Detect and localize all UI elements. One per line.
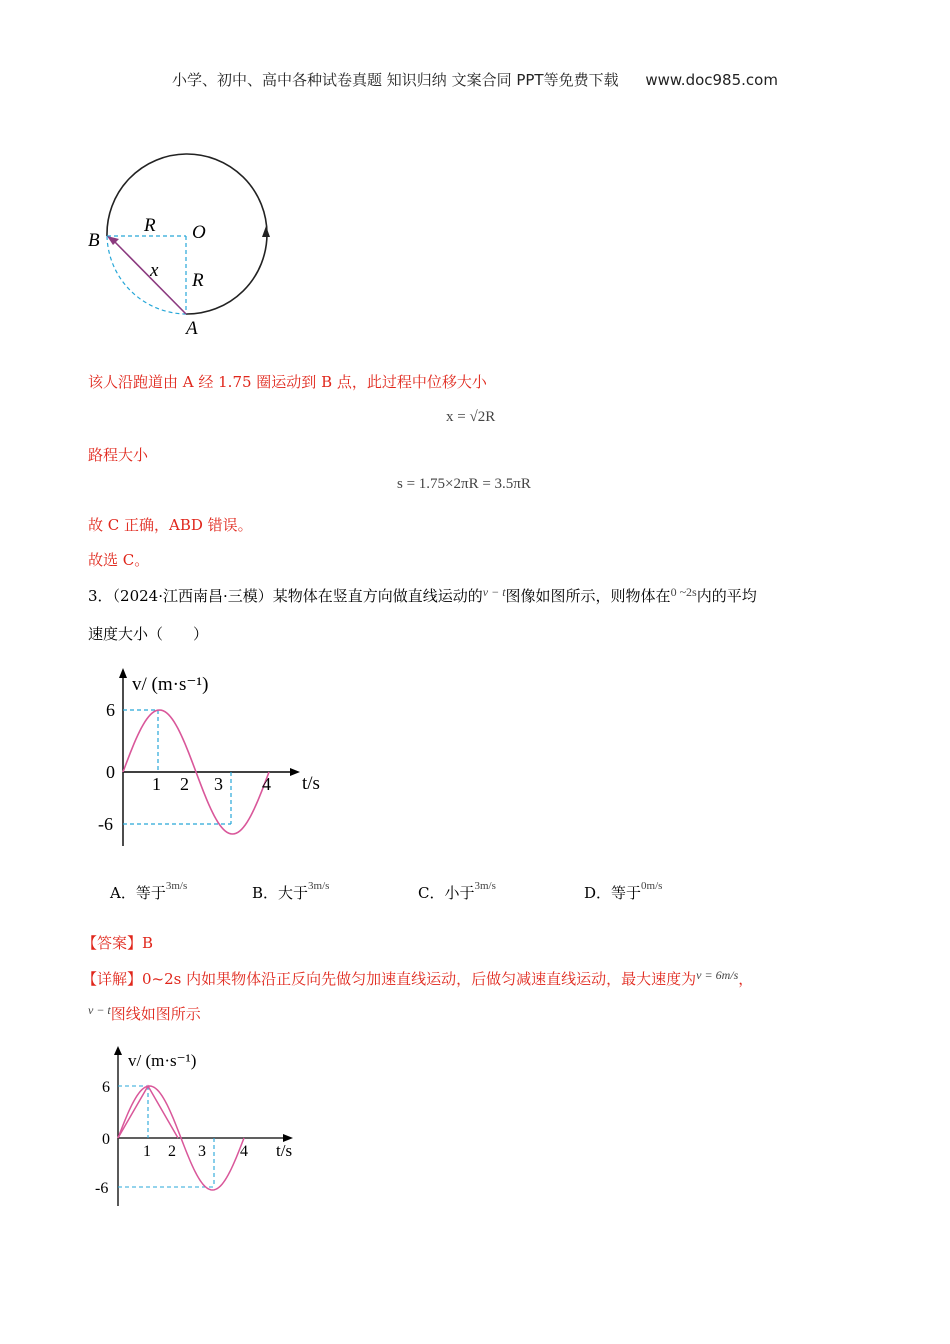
equation-distance: s = 1.75×2πR = 3.5πR — [397, 476, 531, 492]
detail-line2-text: 图线如图所示 — [110, 1005, 201, 1023]
question-text-b: 图像如图所示，则物体在 — [505, 587, 671, 605]
label-R-side: R — [192, 270, 204, 291]
graph2-xtick-4: 4 — [240, 1143, 248, 1160]
option-d-label: D．等于 — [584, 884, 642, 902]
time-range: 0 ~2s — [670, 585, 697, 599]
solution-line-1: 该人沿跑道由 A 经 1.75 圈运动到 B 点，此过程中位移大小 — [88, 373, 487, 391]
option-c-label: C．小于 — [418, 884, 475, 902]
question-3-line2: 速度大小（ ） — [88, 625, 209, 643]
label-R-top: R — [144, 215, 156, 236]
answer-tag: 【答案】 — [82, 934, 143, 952]
option-b[interactable] — [252, 882, 329, 903]
option-b-value: 3m/s — [308, 880, 330, 892]
equation-displacement: x = √2R — [446, 409, 496, 425]
option-a[interactable] — [110, 882, 187, 903]
label-A: A — [186, 318, 198, 339]
option-c-value: 3m/s — [474, 880, 496, 892]
detail-vmax: v = 6m/s — [696, 968, 739, 982]
graph2-ytick-neg6: -6 — [95, 1180, 109, 1197]
label-O: O — [192, 222, 206, 243]
graph1-xtick-2: 2 — [180, 774, 189, 794]
graph1-xlabel: t/s — [302, 773, 320, 794]
question-text-a: 某物体在竖直方向做直线运动的 — [272, 587, 483, 605]
option-b-label: B．大于 — [252, 884, 309, 902]
question-text-c: 内的平均 — [696, 587, 757, 605]
detail-comma: ， — [738, 970, 754, 988]
graph1-xtick-3: 3 — [214, 774, 223, 794]
solution-line-3: 故 C 正确，ABD 错误。 — [88, 516, 253, 534]
detail-line-1 — [82, 968, 753, 989]
detail-vt: v − t — [88, 1003, 111, 1017]
answer-value: B — [142, 934, 154, 952]
graph2-xtick-2: 2 — [168, 1143, 176, 1160]
graph2-xtick-3: 3 — [198, 1143, 206, 1160]
option-d-value: 0m/s — [641, 880, 663, 892]
option-a-label: A．等于 — [110, 884, 166, 902]
option-a-value: 3m/s — [165, 880, 188, 892]
question-3-stem — [88, 585, 757, 606]
graph1-xtick-4: 4 — [262, 774, 271, 794]
page-header — [0, 69, 950, 90]
question-source: （2024·江西南昌·三模） — [112, 587, 273, 605]
detail-text: 0~2s 内如果物体沿正反向先做匀加速直线运动，后做匀减速直线运动，最大速度为 — [142, 970, 697, 988]
circle-track-figure — [80, 148, 280, 343]
detail-line-2 — [88, 1003, 201, 1024]
solution-line-2: 路程大小 — [88, 446, 149, 464]
graph2-ylabel: v/ (m·s⁻¹) — [128, 1051, 197, 1070]
option-d[interactable] — [584, 882, 662, 903]
vt-symbol: v − t — [482, 585, 506, 599]
label-B: B — [88, 230, 100, 251]
graph1-ytick-6: 6 — [106, 700, 115, 720]
header-text: 小学、初中、高中各种试卷真题 知识归纳 文案合同 PPT等免费下载 — [172, 71, 619, 89]
graph1-ylabel: v/ (m·s⁻¹) — [132, 674, 209, 695]
graph1-ytick-0: 0 — [106, 762, 115, 782]
header-site: www.doc985.com — [645, 71, 778, 89]
solution-line-4: 故选 C。 — [88, 551, 150, 569]
graph2-ytick-6: 6 — [102, 1079, 110, 1096]
graph2-ytick-0: 0 — [102, 1131, 110, 1148]
vt-graph-question — [98, 668, 340, 850]
graph1-ytick-neg6: -6 — [98, 814, 113, 834]
graph1-xtick-1: 1 — [152, 774, 161, 794]
vt-graph-detail — [90, 1044, 310, 1208]
detail-tag: 【详解】 — [82, 970, 143, 988]
answer-line — [82, 932, 153, 953]
graph2-xtick-1: 1 — [143, 1143, 151, 1160]
label-x: x — [150, 260, 159, 281]
graph2-xlabel: t/s — [276, 1141, 293, 1160]
option-c[interactable] — [418, 882, 496, 903]
question-number: 3． — [88, 587, 113, 605]
